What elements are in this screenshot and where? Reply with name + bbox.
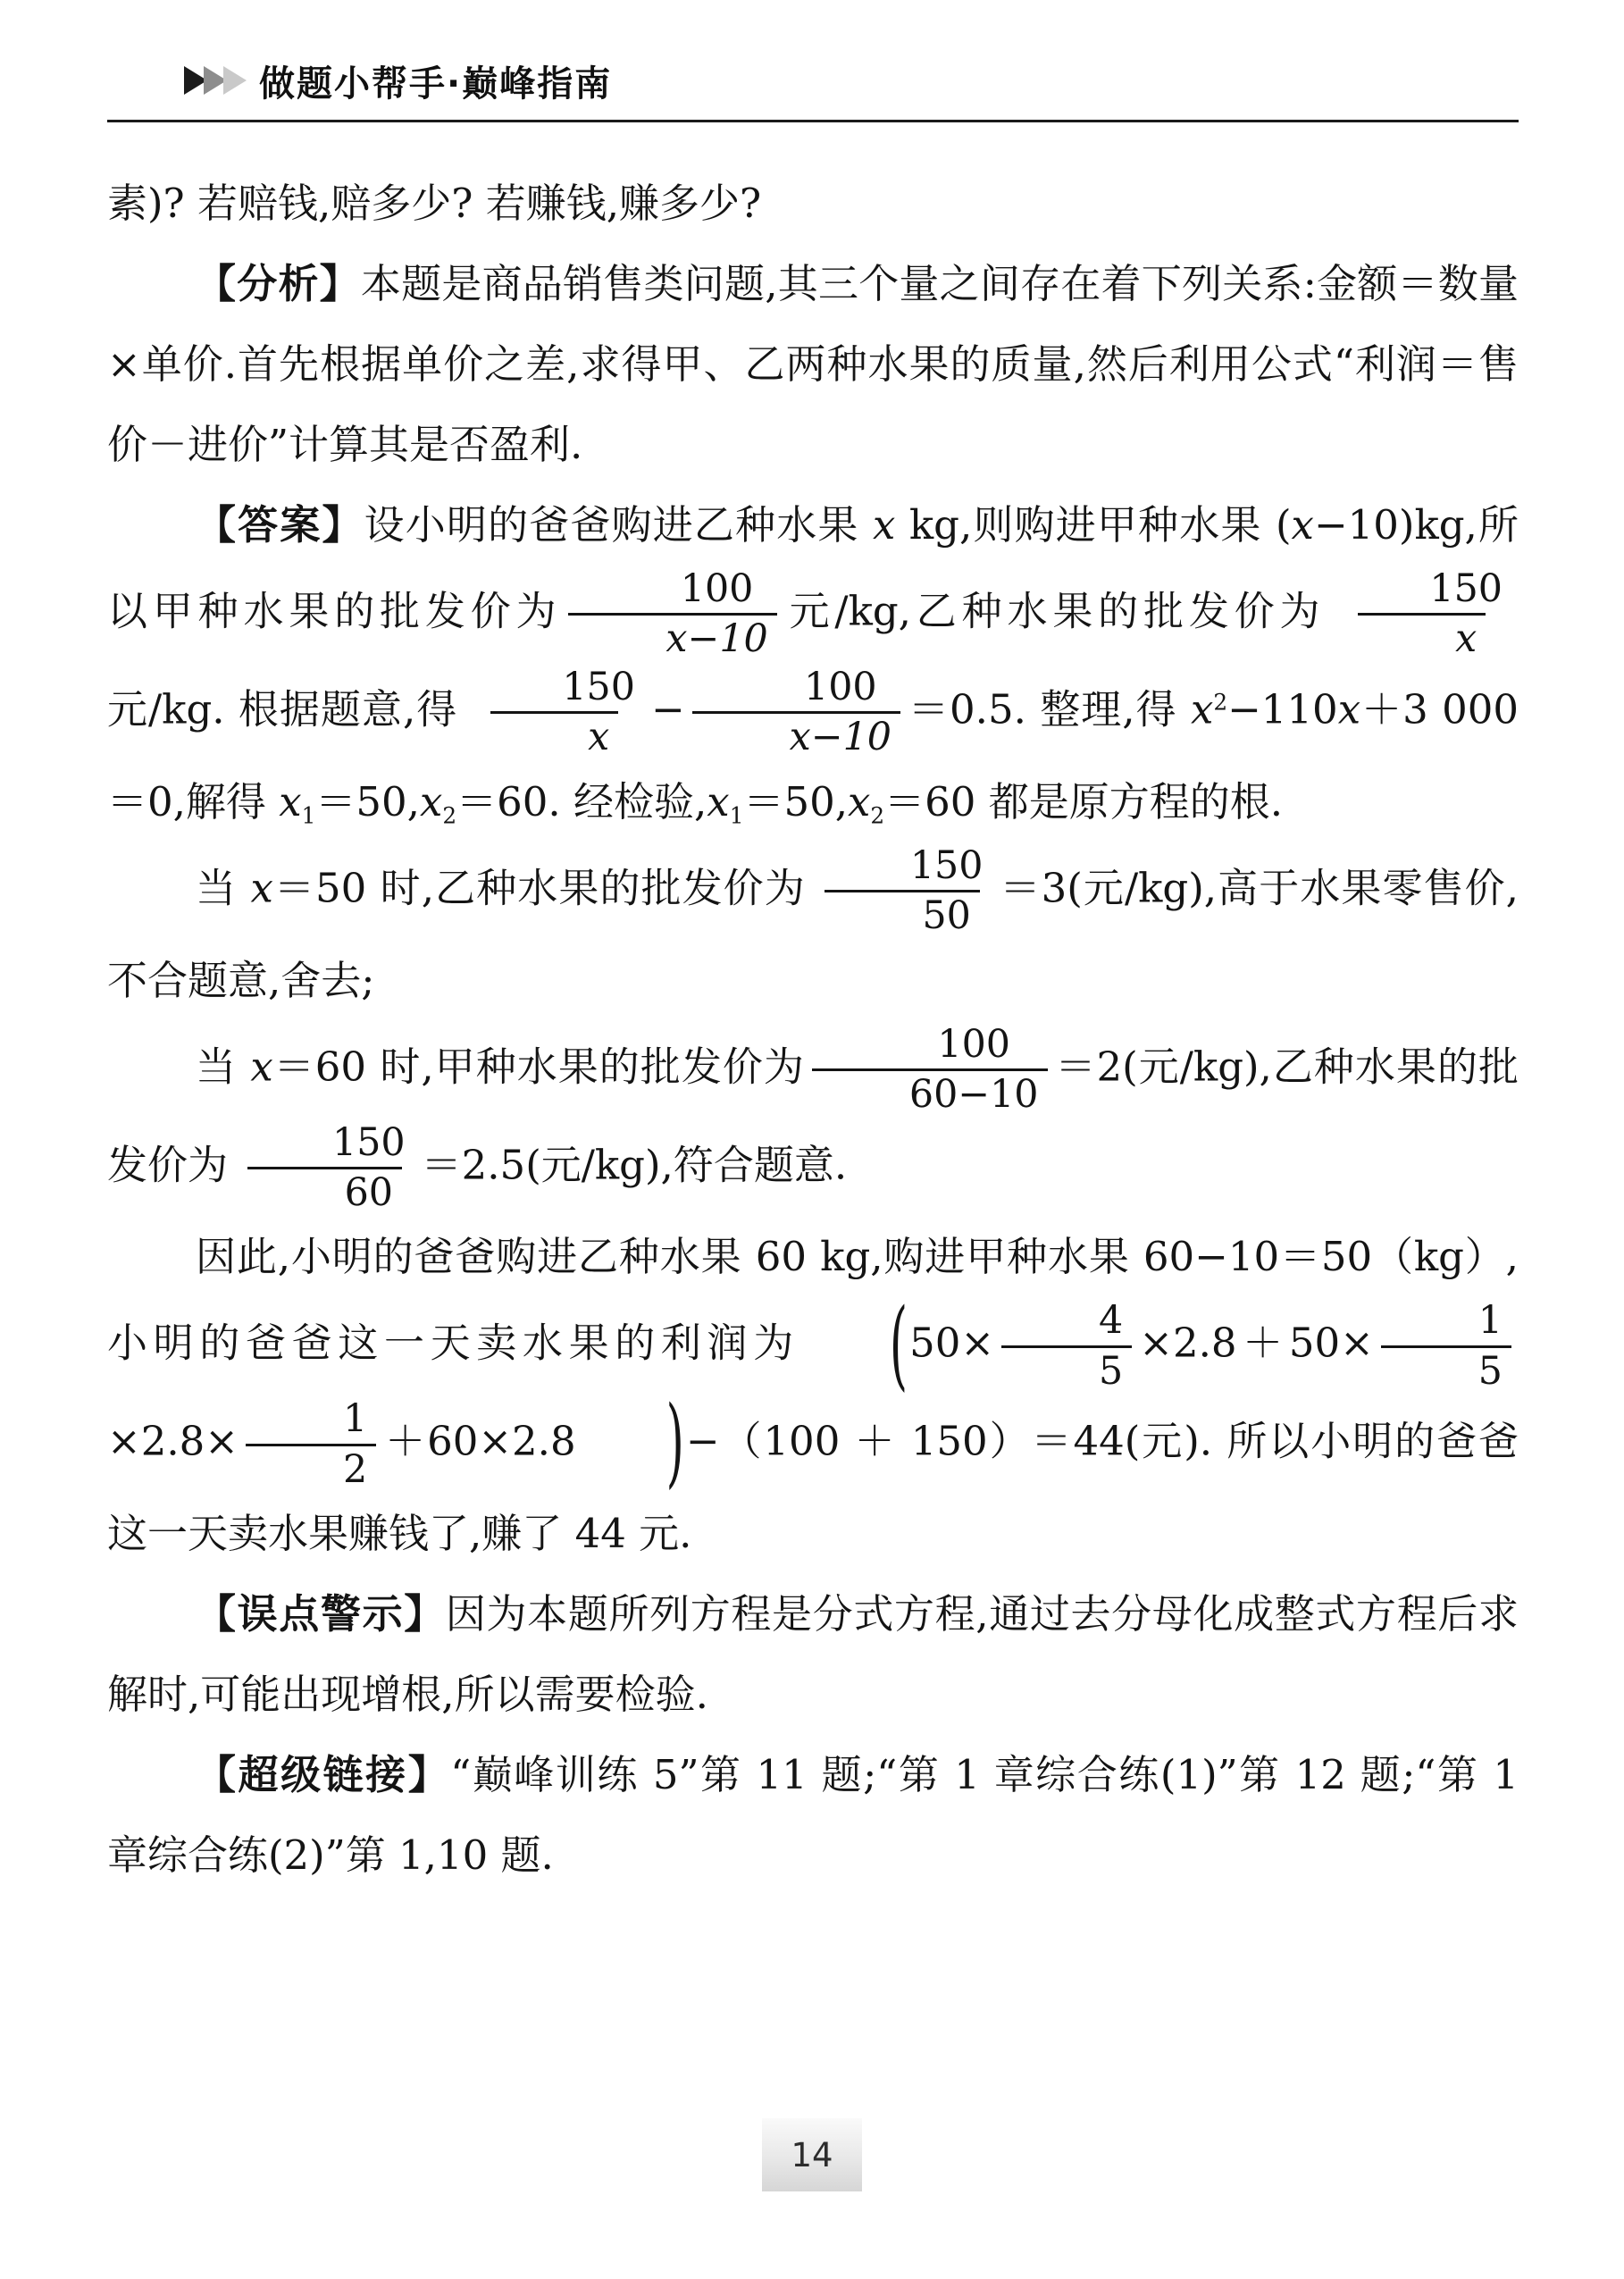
page-content xyxy=(107,163,1519,1896)
header-row xyxy=(107,55,1519,105)
text-run: ＝50 时,乙种水果的批发价为 xyxy=(272,864,806,912)
fraction-numerator: 4 xyxy=(1099,1298,1124,1344)
fraction-numerator: 150 xyxy=(909,842,984,888)
paragraph-case-x60 xyxy=(107,1021,1519,1218)
fraction xyxy=(1381,1297,1511,1395)
arrow-right-icon xyxy=(223,66,247,95)
text-run: 因此,小明的爸爸购进乙种水果 60 kg,购进甲种水果 60−10＝50（kg）,小明的爸爸这一天卖水果的利润为 xyxy=(107,1233,1519,1367)
fraction-denominator: x xyxy=(490,711,618,761)
text-run: ＝50, xyxy=(743,777,849,825)
page-header xyxy=(107,55,1519,122)
text-run: ×2.8× xyxy=(107,1417,239,1465)
fraction-denominator: 2 xyxy=(246,1444,376,1494)
fraction-numerator: 150 xyxy=(562,664,635,709)
text-run: ＝50, xyxy=(315,777,420,825)
fraction-denominator: 5 xyxy=(1381,1345,1511,1395)
text-run: ＝2(元/kg),乙种水果的批发价为 xyxy=(107,1043,1519,1188)
page-number: 14 xyxy=(762,2118,862,2191)
math-subscript: 2 xyxy=(870,802,885,829)
math-variable: x xyxy=(250,1043,273,1091)
text-run: “巅峰训练 5”第 11 题;“第 1 章综合练(1)”第 12 题;“第 1 章综合练(2)”第 1,10 题. xyxy=(107,1751,1519,1880)
text-run: ＝3(元/kg),高于水果零售价,不合题意,舍去; xyxy=(107,864,1519,1004)
big-left-paren: ( xyxy=(889,1288,908,1402)
fraction-numerator: 150 xyxy=(1429,566,1503,611)
fraction-denominator: 50 xyxy=(825,890,979,940)
text-run: ×2.8＋50× xyxy=(1139,1319,1374,1367)
fraction xyxy=(1332,566,1511,664)
header-divider xyxy=(107,120,1519,122)
text-run: ＝0.5. 整理,得 xyxy=(907,685,1191,733)
fraction xyxy=(813,842,992,941)
paragraph-intro xyxy=(107,163,1519,244)
fraction-numerator: 1 xyxy=(1478,1298,1503,1344)
math-superscript: 2 xyxy=(1213,689,1228,716)
paragraph-conclusion xyxy=(107,1217,1519,1574)
text-run: 50× xyxy=(909,1319,995,1367)
fraction-numerator: 100 xyxy=(680,566,754,611)
text-run: 设小明的爸爸购进乙种水果 xyxy=(364,501,874,549)
fraction-denominator: x−10 xyxy=(568,613,776,663)
text-run: −10)kg,所以甲种水果的批发价为 xyxy=(107,501,1519,635)
section-label-warning: 【误点警示】 xyxy=(196,1590,446,1638)
text-run: ＝60. 经检验, xyxy=(456,777,707,825)
fraction-denominator: 60 xyxy=(247,1167,402,1217)
paragraph-links xyxy=(107,1735,1519,1896)
fraction-denominator: 5 xyxy=(1001,1345,1132,1395)
paragraph-answer xyxy=(107,485,1519,842)
fraction-denominator: x xyxy=(1358,613,1486,663)
text-run: 因为本题所列方程是分式方程,通过去分母化成整式方程后求解时,可能出现增根,所以需要检验. xyxy=(107,1590,1519,1719)
fraction-numerator: 100 xyxy=(804,664,877,709)
fraction-numerator: 1 xyxy=(342,1396,368,1442)
fraction-denominator: 60−10 xyxy=(812,1068,1048,1119)
fraction xyxy=(692,664,900,762)
math-variable: x xyxy=(1190,685,1214,733)
math-subscript: 2 xyxy=(442,802,457,829)
paragraph-warning xyxy=(107,1574,1519,1735)
fraction-numerator: 150 xyxy=(332,1119,406,1165)
text-run: 元/kg,乙种水果的批发价为 xyxy=(783,587,1326,635)
paragraph-analysis xyxy=(107,244,1519,485)
fraction-denominator: x−10 xyxy=(692,711,900,761)
text-run: 素)? 若赔钱,赔多少? 若赚钱,赚多少? xyxy=(107,180,762,227)
math-variable: x xyxy=(279,777,302,825)
math-variable: x xyxy=(1337,685,1361,733)
text-run: ＋3 000＝0,解得 xyxy=(107,685,1519,825)
fraction xyxy=(235,1119,414,1218)
fraction xyxy=(812,1021,1048,1119)
section-label-answer: 【答案】 xyxy=(196,501,364,549)
text-run: ＋60×2.8 xyxy=(383,1417,576,1465)
text-run: −110 xyxy=(1227,685,1338,733)
paragraph-case-x50 xyxy=(107,842,1519,1021)
math-subscript: 1 xyxy=(729,802,744,829)
text-run: kg,则购进甲种水果 ( xyxy=(895,501,1292,549)
math-subscript: 1 xyxy=(301,802,316,829)
math-variable: x xyxy=(873,501,896,549)
text-run: 当 xyxy=(196,864,251,912)
math-variable: x xyxy=(848,777,871,825)
fraction xyxy=(246,1395,376,1494)
math-variable: x xyxy=(1291,501,1314,549)
fraction xyxy=(465,664,644,762)
text-run: 当 xyxy=(196,1043,251,1091)
fraction xyxy=(1001,1297,1132,1395)
text-run: ＝60 时,甲种水果的批发价为 xyxy=(272,1043,805,1091)
fraction xyxy=(568,566,776,664)
math-variable: x xyxy=(250,864,273,912)
fraction-numerator: 100 xyxy=(937,1021,1010,1067)
section-label-links: 【超级链接】 xyxy=(196,1751,451,1799)
header-title: 做题小帮手·巅峰指南 xyxy=(259,63,613,105)
text-run: ＝2.5(元/kg),符合题意. xyxy=(421,1140,848,1188)
text-run: 本题是商品销售类问题,其三个量之间存在着下列关系:金额＝数量×单价.首先根据单价之差,求得甲、乙两种水果的质量,然后利用公式“利润＝售价－进价”计算其是否盈利. xyxy=(107,260,1519,468)
math-variable: x xyxy=(707,777,730,825)
text-run: ＝60 都是原方程的根. xyxy=(884,777,1284,825)
math-variable: x xyxy=(419,777,443,825)
text-run: − xyxy=(650,685,685,733)
text-run: 元/kg. 根据题意,得 xyxy=(107,685,458,733)
text-run: −（100 ＋ 150）＝44(元). 所以小明的爸爸这一天卖水果赚钱了,赚了 44 元. xyxy=(107,1417,1519,1558)
section-label-analysis: 【分析】 xyxy=(196,260,361,307)
big-right-paren: ) xyxy=(666,1387,684,1500)
